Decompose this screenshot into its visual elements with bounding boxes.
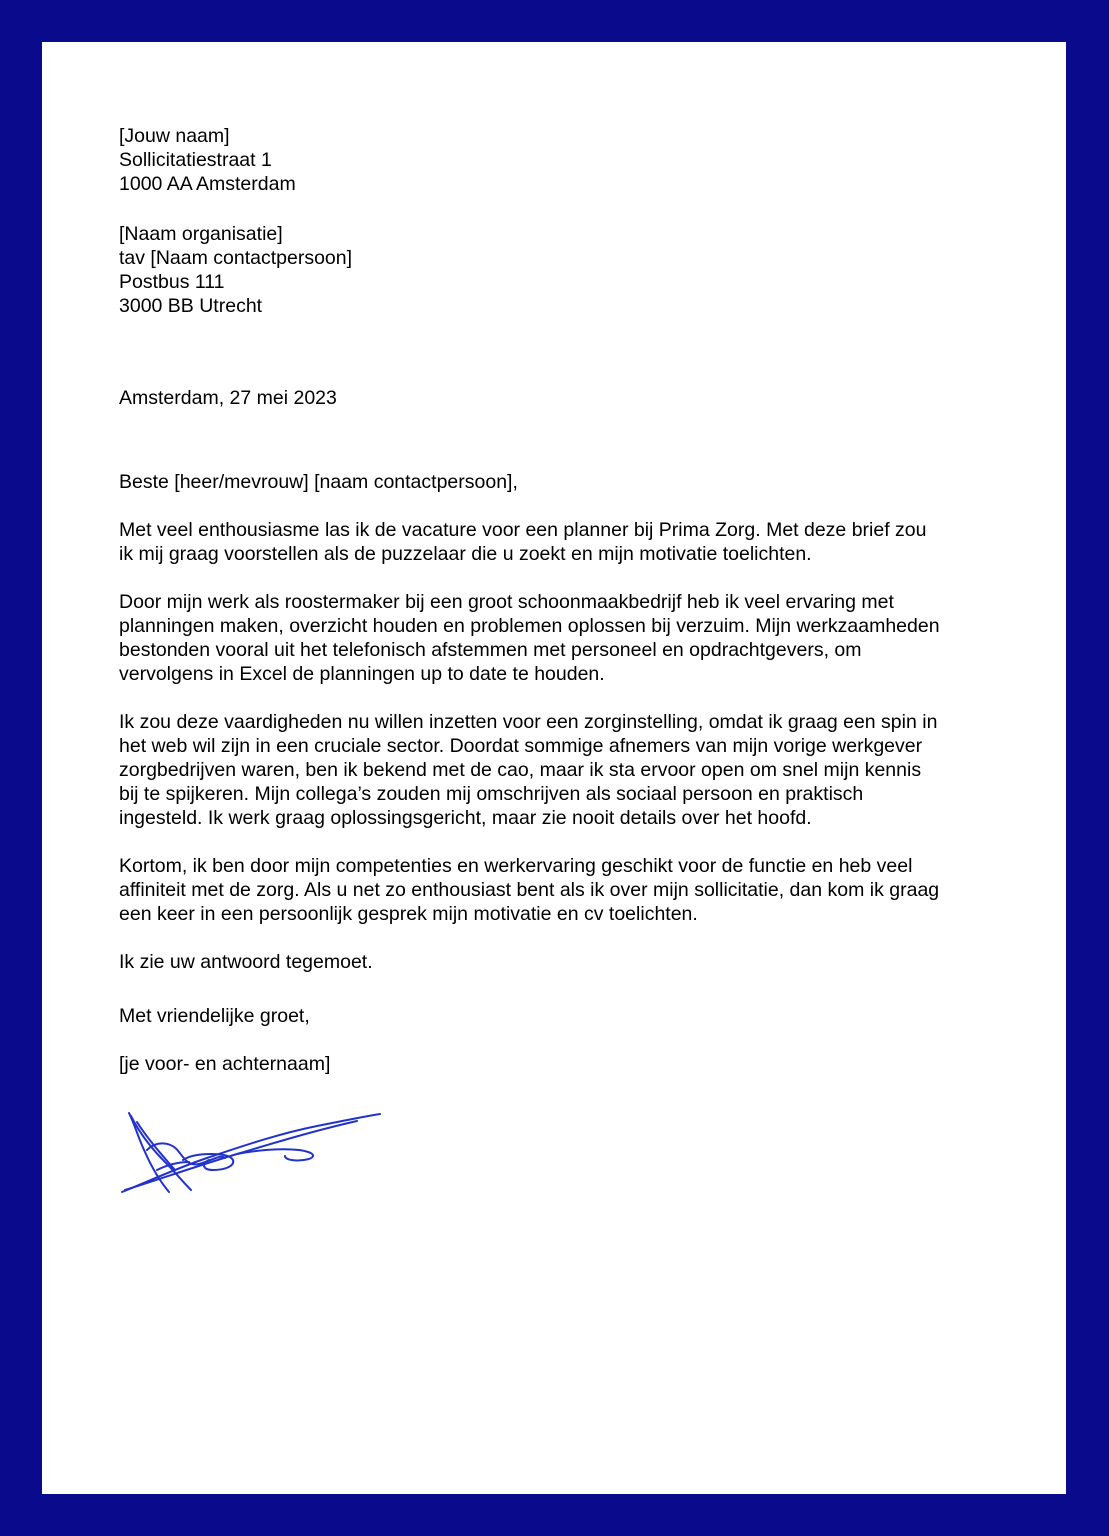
- salutation: [119, 470, 518, 494]
- sender-street: Sollicitatiestraat 1: [119, 149, 272, 171]
- paragraph-line: Ik zou deze vaardigheden nu willen inzetten voor een zorginstelling, omdat ik graag een spin in: [119, 711, 938, 733]
- paragraph-line: ik mij graag voorstellen als de puzzelaar die u zoekt en mijn motivatie toelichten.: [119, 543, 812, 565]
- paragraph-line: zorgbedrijven waren, ben ik bekend met de cao, maar ik sta ervoor open om snel mijn kennis: [119, 759, 922, 781]
- closing-name: [119, 1052, 330, 1076]
- name-placeholder: [je voor- en achternaam]: [119, 1053, 331, 1075]
- recipient-attention: tav [Naam contactpersoon]: [119, 247, 353, 269]
- date-line: Amsterdam, 27 mei 2023: [119, 387, 337, 409]
- recipient-postbus: Postbus 111: [119, 271, 225, 293]
- paragraph-line: Kortom, ik ben door mijn competenties en werkervaring geschikt voor de functie en heb veel: [119, 855, 913, 877]
- paragraph-line: bestonden vooral uit het telefonisch afstemmen met personeel en opdrachtgevers, om: [119, 639, 862, 661]
- paragraph-line: een keer in een persoonlijk gesprek mijn motivatie en cv toelichten.: [119, 903, 698, 925]
- paragraph-line: bij te spijkeren. Mijn collega’s zouden mij omschrijven als sociaal persoon en praktisch: [119, 783, 864, 805]
- paragraph-line: planningen maken, overzicht houden en problemen oplossen bij verzuim. Mijn werkzaamheden: [119, 615, 940, 637]
- letter-page: [42, 42, 1066, 1494]
- greeting-line: Met vriendelijke groet,: [119, 1005, 310, 1027]
- paragraph-line: het web wil zijn in een cruciale sector. Doordat sommige afnemers van mijn vorige werkgever: [119, 735, 923, 757]
- paragraph-1: [119, 518, 927, 566]
- paragraph-line: affiniteit met de zorg. Als u net zo enthousiast bent als ik over mijn sollicitatie, dan kom ik graag: [119, 879, 940, 901]
- handwritten-signature: [117, 1110, 387, 1210]
- paragraph-line: vervolgens in Excel de planningen up to date te houden.: [119, 663, 605, 685]
- recipient-organisation: [Naam organisatie]: [119, 223, 283, 245]
- closing-line: Ik zie uw antwoord tegemoet.: [119, 951, 373, 973]
- paragraph-line: ingesteld. Ik werk graag oplossingsgericht, maar zie nooit details over het hoofd.: [119, 807, 812, 829]
- sender-name: [Jouw naam]: [119, 125, 230, 147]
- sender-address: [119, 124, 296, 196]
- closing-sentence: [119, 950, 373, 974]
- sender-city: 1000 AA Amsterdam: [119, 173, 296, 195]
- salutation-line: Beste [heer/mevrouw] [naam contactpersoon],: [119, 471, 518, 493]
- paragraph-line: Door mijn werk als roostermaker bij een groot schoonmaakbedrijf heb ik veel ervaring met: [119, 591, 894, 613]
- closing-greeting: [119, 1004, 310, 1028]
- recipient-city: 3000 BB Utrecht: [119, 295, 263, 317]
- paragraph-2: [119, 590, 940, 686]
- paragraph-3: [119, 710, 937, 830]
- recipient-address: [119, 222, 352, 318]
- paragraph-4: [119, 854, 939, 926]
- letter-date: [119, 386, 337, 410]
- paragraph-line: Met veel enthousiasme las ik de vacature voor een planner bij Prima Zorg. Met deze brief zou: [119, 519, 927, 541]
